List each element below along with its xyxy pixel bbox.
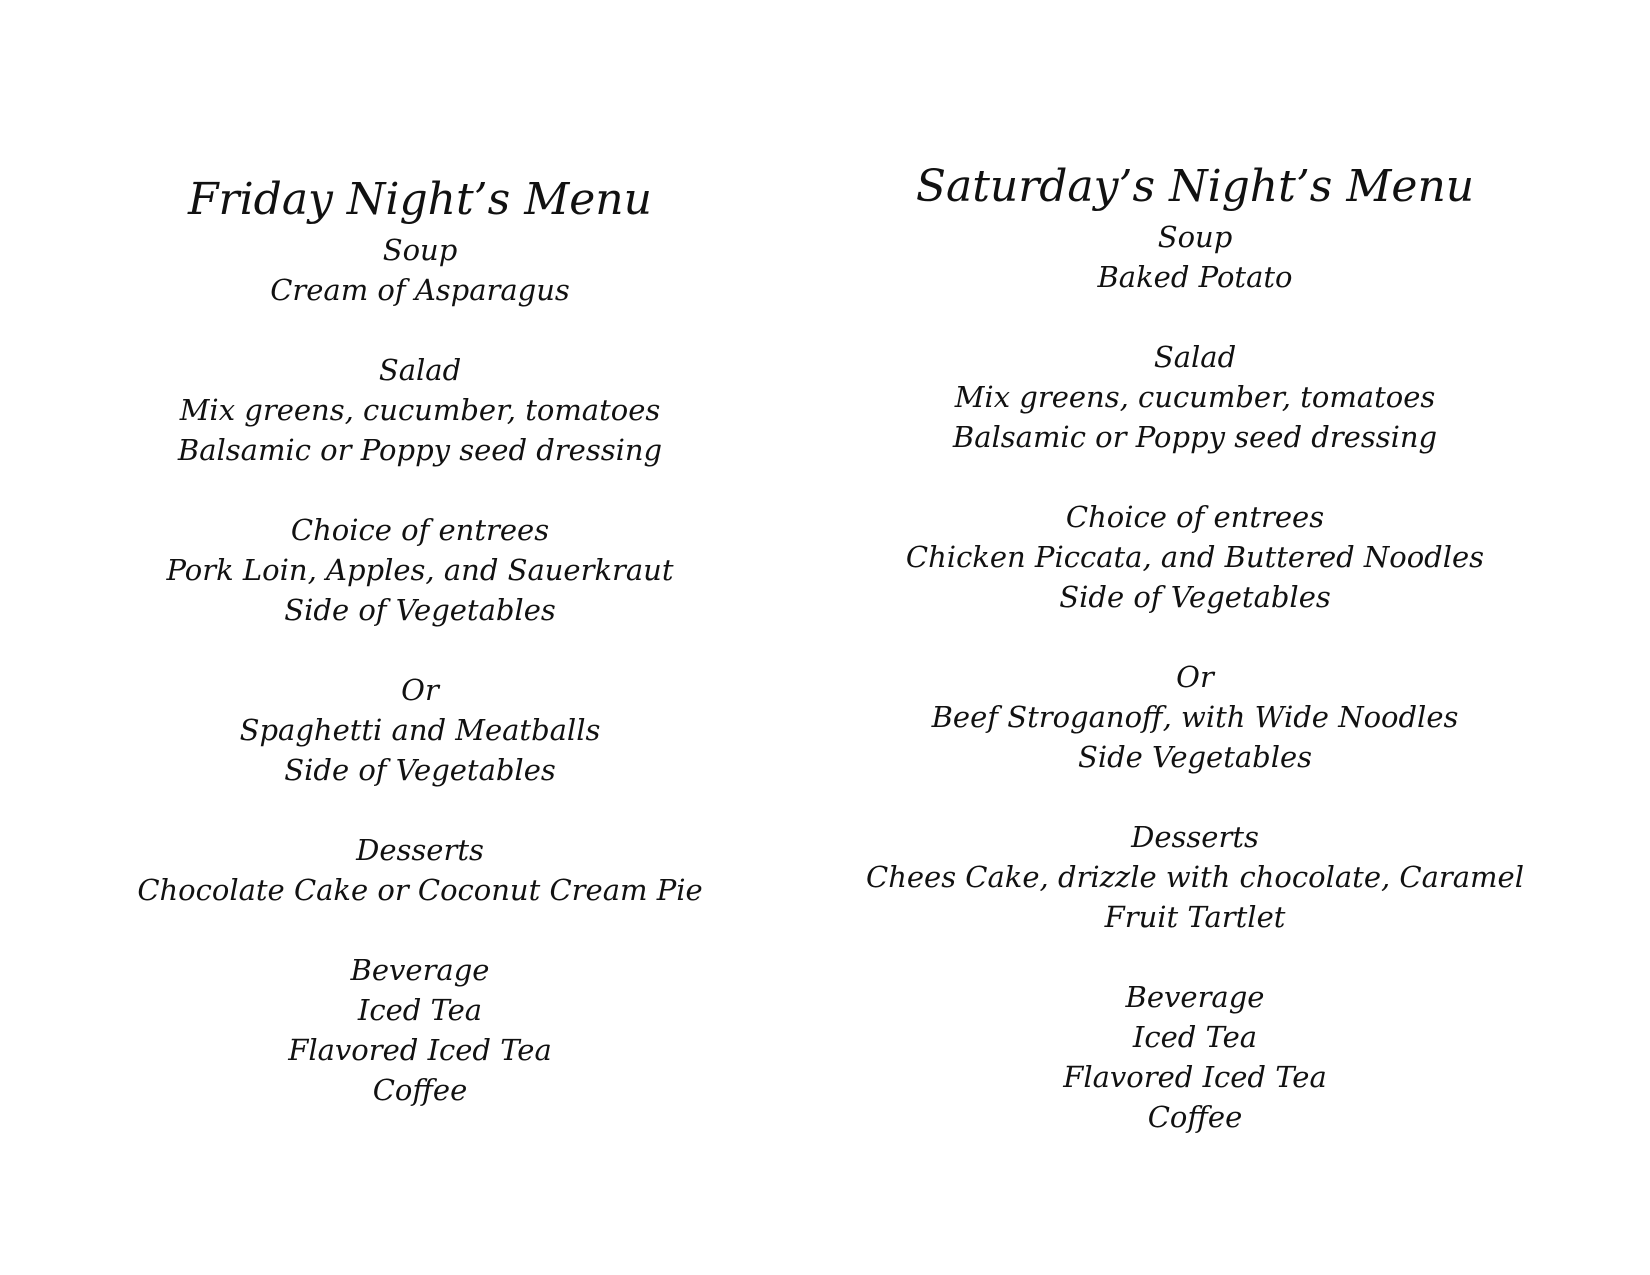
menu-section [830,337,1560,457]
friday-menu [90,172,750,1150]
menu-item: Iced Tea [357,993,483,1027]
menu-item: Side of Vegetables [1059,580,1331,614]
menu-item: Mix greens, cucumber, tomatoes [179,393,661,427]
menu-item: Chicken Piccata, and Buttered Noodles [905,540,1485,574]
menu-item: Chees Cake, drizzle with chocolate, Caramel [866,860,1524,894]
menu-item: Iced Tea [1132,1020,1258,1054]
menu-section [90,350,750,470]
menu-section-heading: Salad [378,353,462,387]
menu-section [830,217,1560,297]
menu-section [90,670,750,790]
menu-section [830,497,1560,617]
menu-section-heading: Desserts [1131,820,1259,854]
menu-section [90,230,750,310]
menu-section [830,977,1560,1137]
menu-section [830,657,1560,777]
friday-menu-sections [90,230,750,1110]
menu-section-heading: Or [401,673,439,707]
menu-section-heading: Beverage [350,953,490,987]
menu-item: Chocolate Cake or Coconut Cream Pie [137,873,703,907]
menu-item: Pork Loin, Apples, and Sauerkraut [166,553,674,587]
menu-item: Coffee [372,1073,468,1107]
menu-item: Fruit Tartlet [1104,900,1286,934]
menu-section-heading: Desserts [356,833,484,867]
menu-section-heading: Soup [382,233,458,267]
menu-item: Coffee [1147,1100,1243,1134]
menu-section-heading: Salad [1153,340,1237,374]
menu-section-heading: Choice of entrees [1065,500,1325,534]
menu-item: Mix greens, cucumber, tomatoes [954,380,1436,414]
menu-item: Side Vegetables [1077,740,1313,774]
saturday-menu-title: Saturday’s Night’s Menu [915,161,1475,212]
menu-item: Beef Stroganoff, with Wide Noodles [931,700,1459,734]
menu-item: Side of Vegetables [284,593,556,627]
menu-section [90,830,750,910]
menu-section-heading: Beverage [1125,980,1265,1014]
menu-section [90,510,750,630]
menu-item: Balsamic or Poppy seed dressing [952,420,1438,454]
menu-section [830,817,1560,937]
saturday-menu [830,159,1560,1177]
menu-item: Flavored Iced Tea [1063,1060,1327,1094]
menu-item: Baked Potato [1097,260,1293,294]
menu-section-heading: Or [1176,660,1214,694]
menu-item: Cream of Asparagus [270,273,570,307]
menu-item: Spaghetti and Meatballs [239,713,601,747]
menu-item: Flavored Iced Tea [288,1033,552,1067]
menu-section-heading: Soup [1157,220,1233,254]
menu-section [90,950,750,1110]
menu-item: Balsamic or Poppy seed dressing [177,433,663,467]
saturday-menu-sections [830,217,1560,1137]
menu-section-heading: Choice of entrees [290,513,550,547]
menu-item: Side of Vegetables [284,753,556,787]
friday-menu-title: Friday Night’s Menu [188,174,652,225]
